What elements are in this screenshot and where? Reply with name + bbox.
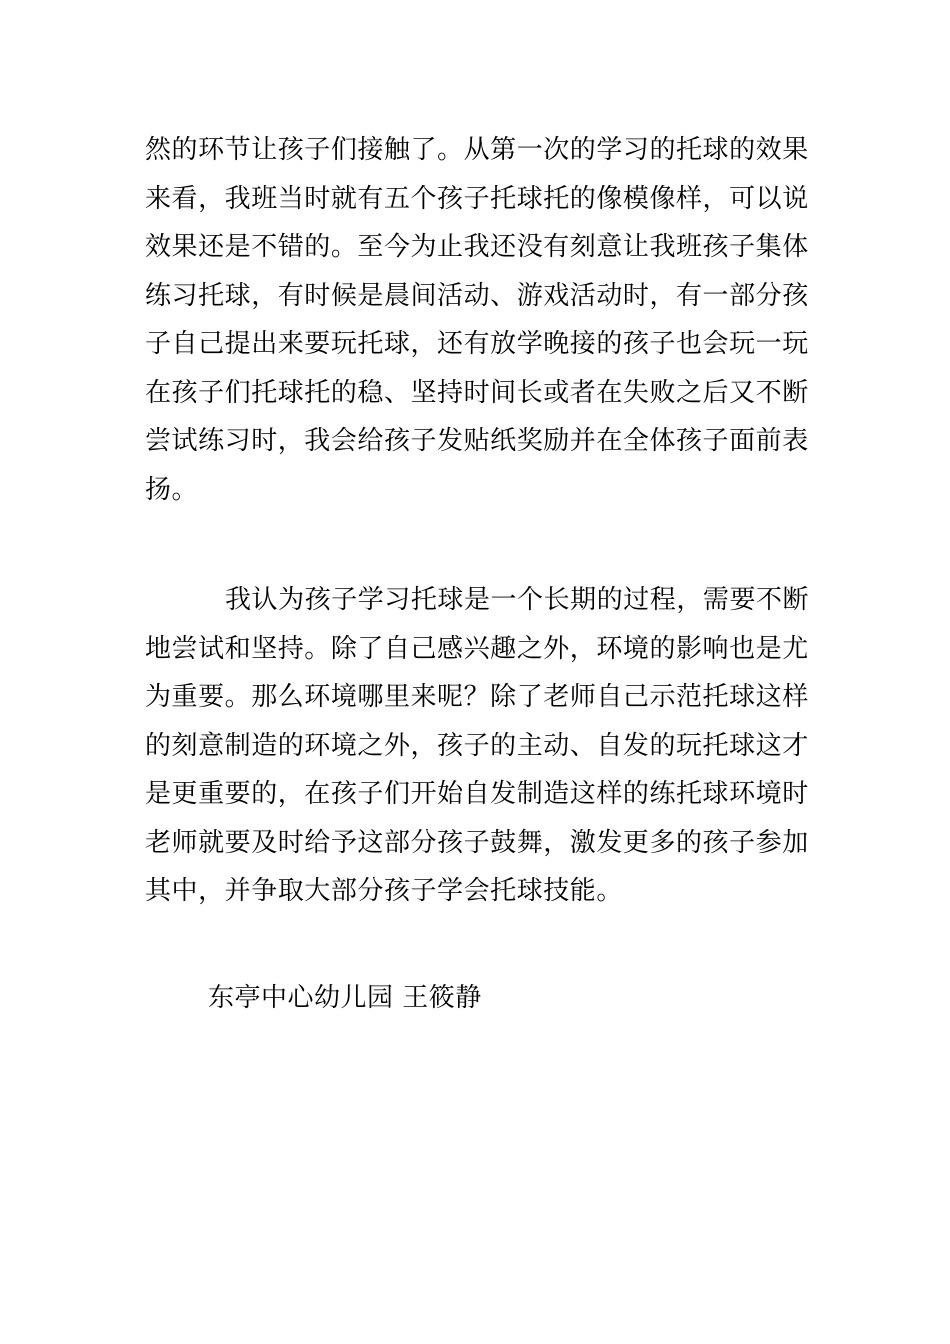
paragraph-line: 是更重要的，在孩子们开始自发制造这样的练托球环境时 [145, 779, 809, 809]
paragraph-line: 扬。 [145, 474, 199, 505]
paragraph-line: 练习托球，有时候是晨间活动、游戏活动时，有一部分孩 [145, 280, 809, 311]
paragraph-line: 在孩子们托球托的稳、坚持时间长或者在失败之后又不断 [145, 377, 809, 408]
paragraph-line: 地尝试和坚持。除了自己感兴趣之外，环境的影响也是尤 [145, 633, 809, 664]
paragraph-line: 然的环节让孩子们接触了。从第一次的学习的托球的效果 [145, 135, 809, 165]
paragraph-line-text: 我认为孩子学习托球是一个长期的过程，需要不断 [225, 585, 810, 615]
paragraph-line: 的刻意制造的环境之外，孩子的主动、自发的玩托球这才 [145, 730, 809, 761]
paragraph-line: 子自己提出来要玩托球，还有放学晚接的孩子也会玩一玩 [145, 329, 809, 359]
paragraph-line: 效果还是不错的。至今为止我还没有刻意让我班孩子集体 [145, 232, 809, 262]
paragraph-2 [145, 576, 810, 916]
paragraph-1 [145, 126, 810, 514]
paragraph-line: 其中，并争取大部分孩子学会托球技能。 [145, 876, 623, 906]
paragraph-line: 老师就要及时给予这部分孩子鼓舞，激发更多的孩子参加 [145, 827, 809, 858]
paragraph-line: 为重要。那么环境哪里来呢？除了老师自己示范托球这样 [145, 682, 809, 712]
author-signature: 东亭中心幼儿园 王筱静 [208, 983, 482, 1013]
paragraph-line: 来看，我班当时就有五个孩子托球托的像模像样，可以说 [145, 183, 809, 214]
paragraph-line: 尝试练习时，我会给孩子发贴纸奖励并在全体孩子面前表 [145, 426, 809, 456]
paragraph-line-first [145, 576, 810, 625]
